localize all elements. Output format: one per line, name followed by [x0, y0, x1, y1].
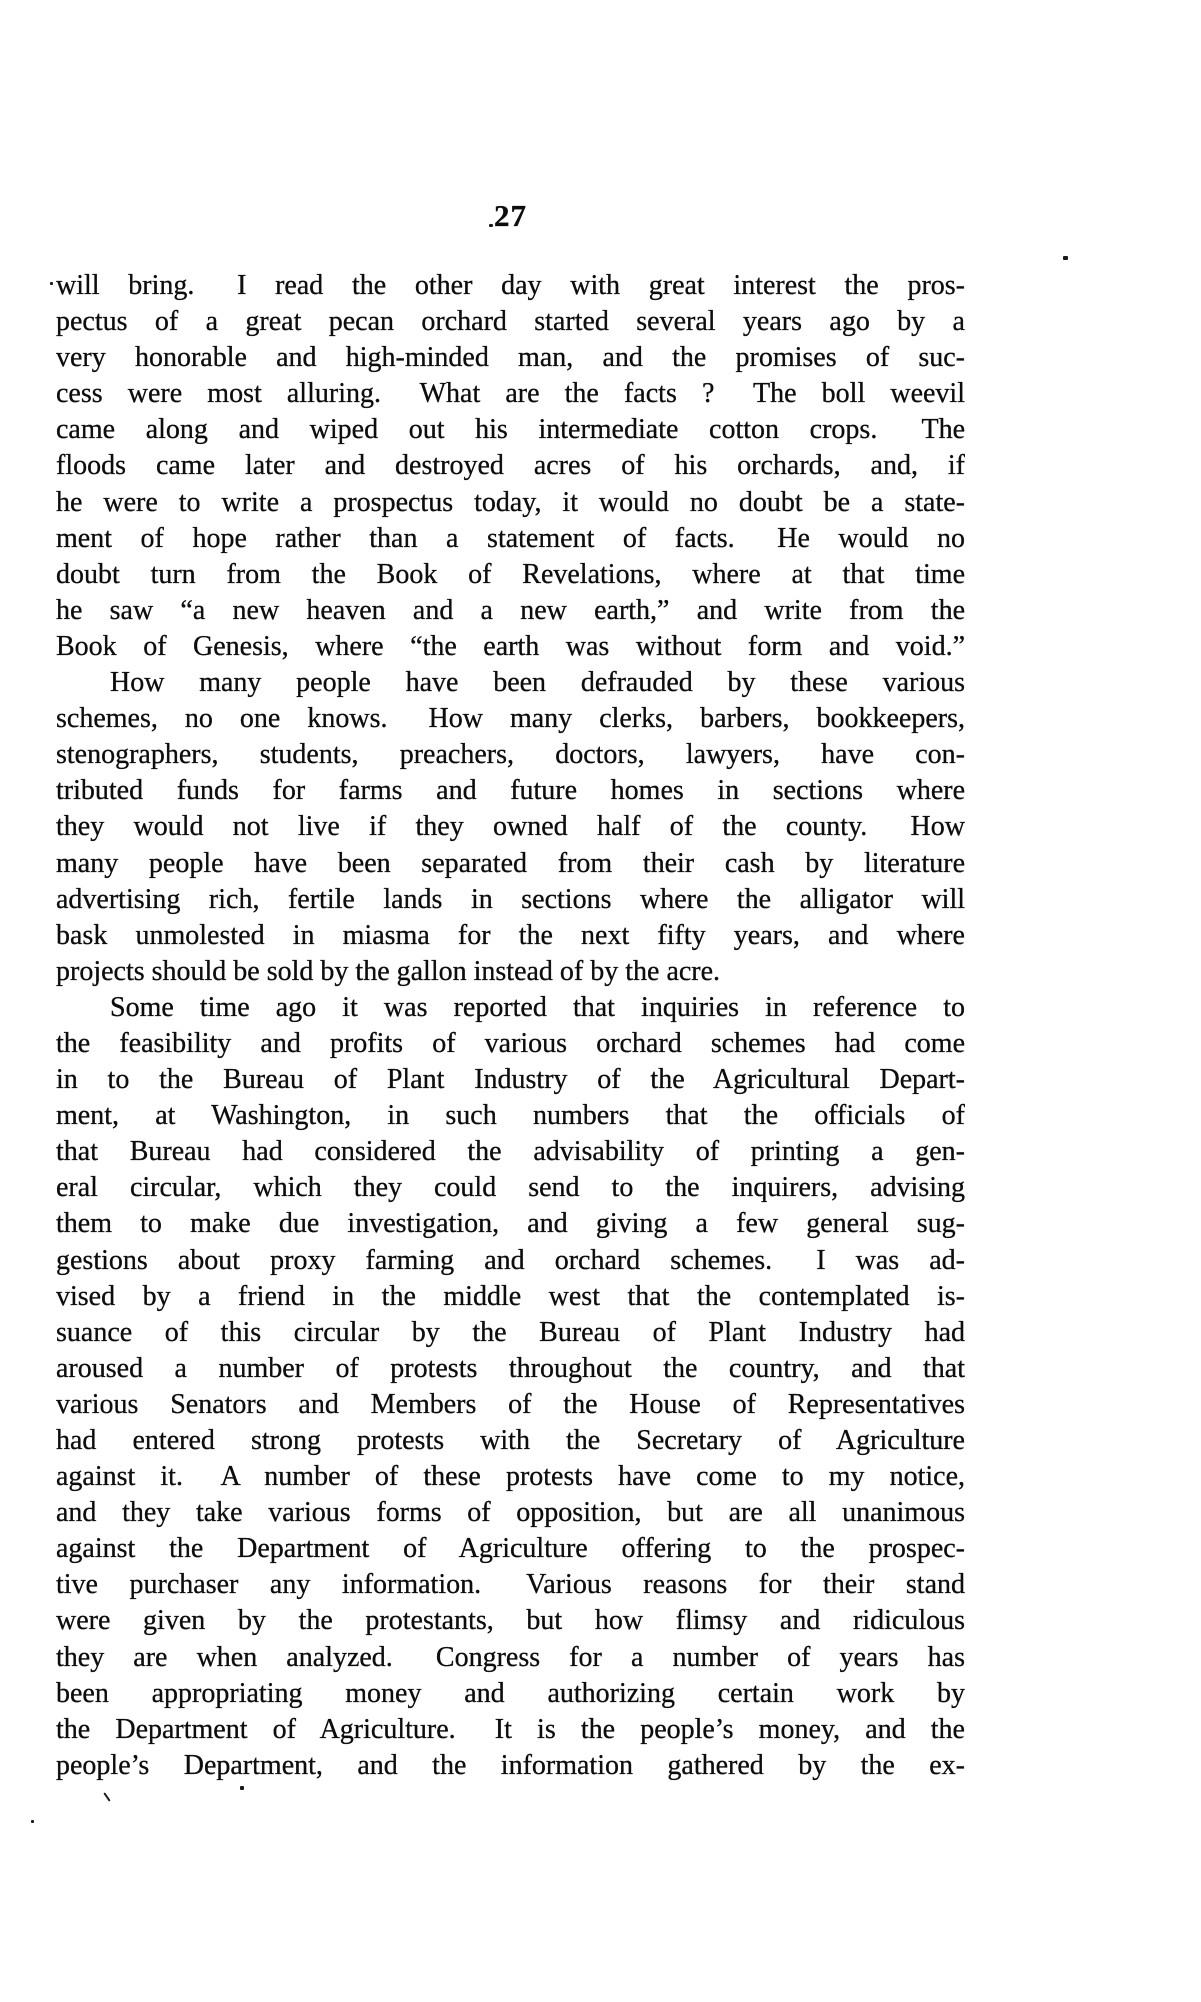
text-line: them to make due investigation, and giving a few general sug- [56, 1208, 965, 1240]
text-line: tive purchaser any information. Various reasons for their stand [56, 1569, 965, 1601]
text-line: gestions about proxy farming and orchard schemes. I was ad- [56, 1244, 965, 1276]
text-line: in to the Bureau of Plant Industry of the Agricultural Depart- [56, 1064, 965, 1096]
text-line: the feasibility and profits of various orchard schemes had come [56, 1027, 965, 1059]
text-line: and they take various forms of opposition, but are all unanimous [56, 1497, 965, 1529]
ink-speck [1063, 256, 1068, 260]
text-line: bask unmolested in miasma for the next fifty years, and where [56, 919, 965, 951]
text-line: came along and wiped out his intermediate cotton crops. The [56, 414, 965, 446]
paragraph [56, 990, 965, 1784]
text-line: pectus of a great pecan orchard started several years ago by a [56, 306, 965, 338]
ink-speck [489, 224, 493, 227]
text-line: cess were most alluring. What are the facts ? The boll weevil [56, 378, 965, 410]
text-block [56, 268, 965, 1784]
text-line: stenographers, students, preachers, doctors, lawyers, have con- [56, 739, 965, 771]
text-line: vised by a friend in the middle west that the contemplated is- [56, 1280, 965, 1312]
text-line: tributed funds for farms and future homes in sections where [56, 775, 965, 807]
text-line: various Senators and Members of the House of Representatives [56, 1388, 965, 1420]
text-line: that Bureau had considered the advisability of printing a gen- [56, 1136, 965, 1168]
text-line: doubt turn from the Book of Revelations, where at that time [56, 558, 965, 590]
text-line: many people have been separated from their cash by literature [56, 847, 965, 879]
text-line: the Department of Agriculture. It is the people’s money, and the [56, 1713, 965, 1745]
text-line: against the Department of Agriculture offering to the prospec- [56, 1533, 965, 1565]
text-line: floods came later and destroyed acres of his orchards, and, if [56, 450, 965, 482]
text-line: schemes, no one knows. How many clerks, barbers, bookkeepers, [56, 703, 965, 735]
ink-speck [240, 1786, 244, 1790]
text-line: he saw “a new heaven and a new earth,” and write from the [56, 594, 965, 626]
text-line: Book of Genesis, where “the earth was without form and void.” [56, 630, 965, 662]
text-line: been appropriating money and authorizing certain work by [56, 1677, 965, 1709]
text-line: will bring. I read the other day with great interest the pros- [56, 270, 965, 301]
text-line: eral circular, which they could send to the inquirers, advising [56, 1172, 965, 1204]
text-line: had entered strong protests with the Secretary of Agriculture [56, 1425, 965, 1456]
paragraph [56, 665, 965, 990]
text-line: aroused a number of protests throughout the country, and that [56, 1352, 965, 1384]
text-line: Some time ago it was reported that inquiries in reference to [110, 991, 965, 1023]
ink-speck [50, 282, 53, 285]
text-line: were given by the protestants, but how flimsy and ridiculous [56, 1605, 965, 1637]
ink-speck [103, 1792, 110, 1801]
text-line: very honorable and high-minded man, and the promises of suc- [56, 342, 965, 374]
page-number: 27 [494, 198, 527, 233]
text-line: projects should be sold by the gallon instead of by the acre. [56, 955, 721, 987]
text-line: they are when analyzed. Congress for a number of years has [56, 1641, 965, 1673]
text-line: How many people have been defrauded by these various [110, 667, 965, 699]
text-line: ment, at Washington, in such numbers that the officials of [56, 1100, 965, 1132]
text-line: suance of this circular by the Bureau of Plant Industry had [56, 1316, 965, 1348]
text-line: people’s Department, and the information gathered by the ex- [56, 1749, 965, 1781]
paragraph [56, 268, 965, 665]
text-line: advertising rich, fertile lands in sections where the alligator will [56, 883, 965, 915]
text-line: he were to write a prospectus today, it would no doubt be a state- [56, 486, 965, 518]
ink-speck [31, 1820, 34, 1823]
text-line: they would not live if they owned half of the county. How [56, 811, 965, 843]
text-line: against it. A number of these protests have come to my notice, [56, 1461, 965, 1493]
text-line: ment of hope rather than a statement of facts. He would no [56, 522, 965, 554]
